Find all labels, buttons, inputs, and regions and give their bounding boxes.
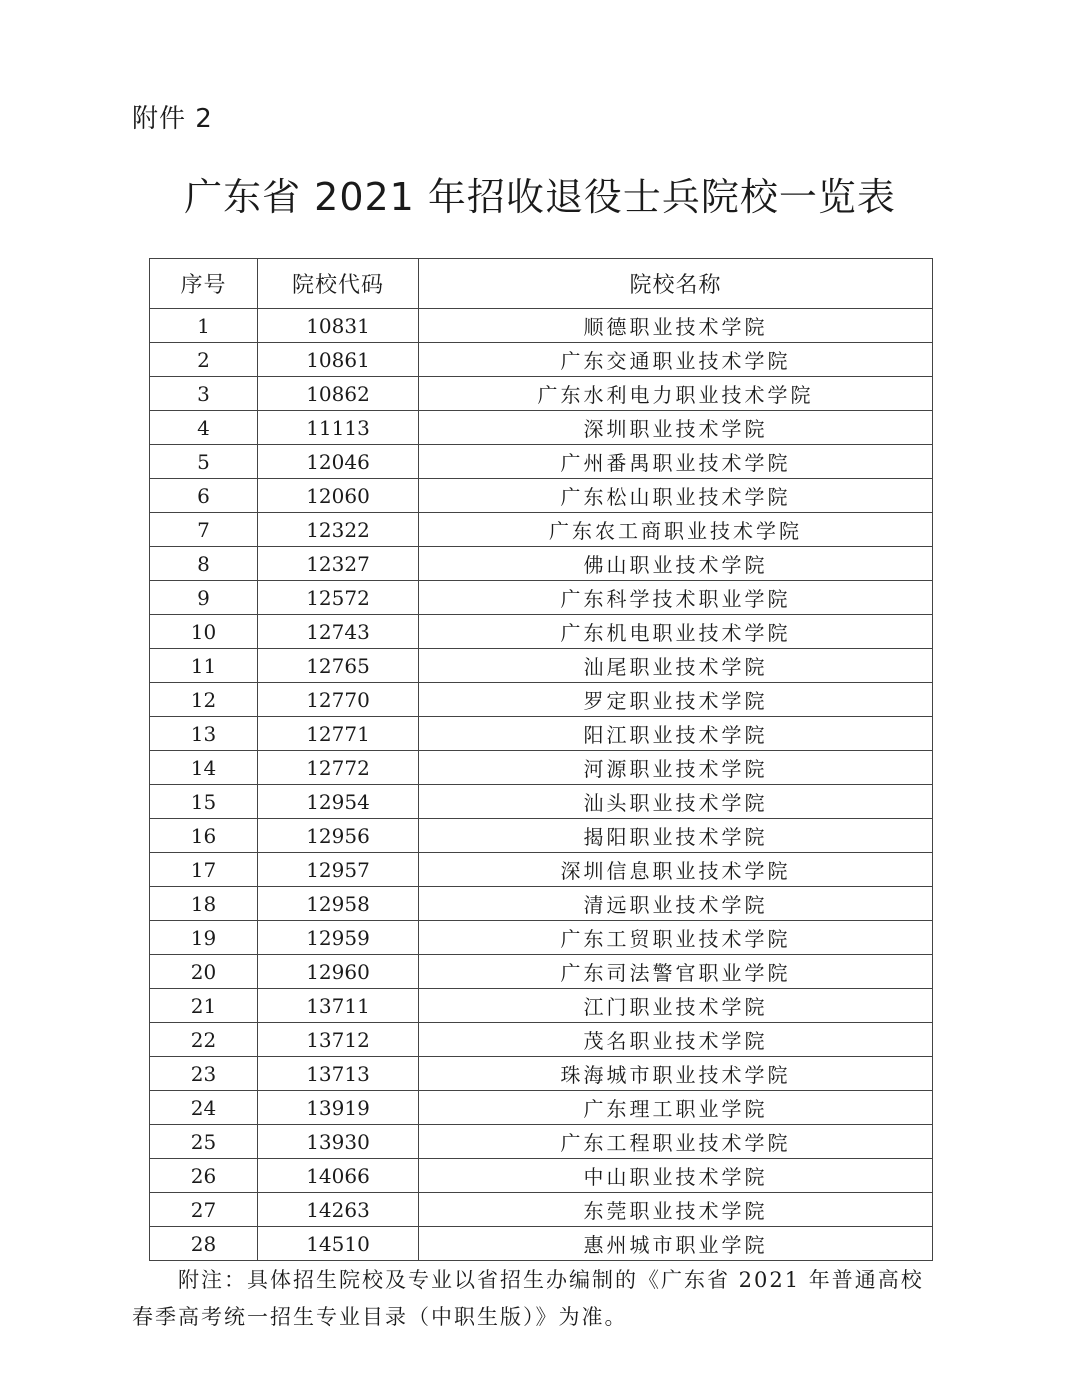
row-code: 12327 <box>258 547 419 581</box>
row-code: 12956 <box>258 819 419 853</box>
table-row <box>150 309 933 343</box>
row-name: 惠州城市职业学院 <box>419 1227 933 1261</box>
table-row <box>150 853 933 887</box>
row-index: 8 <box>150 547 258 581</box>
row-index: 17 <box>150 853 258 887</box>
row-index: 7 <box>150 513 258 547</box>
header-name: 院校名称 <box>419 259 933 309</box>
row-index: 12 <box>150 683 258 717</box>
row-code: 12770 <box>258 683 419 717</box>
header-code: 院校代码 <box>258 259 419 309</box>
row-name: 广州番禺职业技术学院 <box>419 445 933 479</box>
table-row <box>150 921 933 955</box>
table-row <box>150 717 933 751</box>
row-name: 广东松山职业技术学院 <box>419 479 933 513</box>
table-row <box>150 445 933 479</box>
table-row <box>150 411 933 445</box>
table-row <box>150 751 933 785</box>
row-name: 佛山职业技术学院 <box>419 547 933 581</box>
row-name: 广东农工商职业技术学院 <box>419 513 933 547</box>
row-index: 26 <box>150 1159 258 1193</box>
table-row <box>150 1159 933 1193</box>
row-index: 6 <box>150 479 258 513</box>
row-code: 10861 <box>258 343 419 377</box>
row-index: 3 <box>150 377 258 411</box>
row-code: 11113 <box>258 411 419 445</box>
row-name: 广东司法警官职业学院 <box>419 955 933 989</box>
row-index: 16 <box>150 819 258 853</box>
table-row <box>150 547 933 581</box>
row-code: 12957 <box>258 853 419 887</box>
row-name: 汕尾职业技术学院 <box>419 649 933 683</box>
row-index: 1 <box>150 309 258 343</box>
row-index: 13 <box>150 717 258 751</box>
row-name: 广东水利电力职业技术学院 <box>419 377 933 411</box>
row-index: 25 <box>150 1125 258 1159</box>
row-code: 10831 <box>258 309 419 343</box>
row-code: 10862 <box>258 377 419 411</box>
row-code: 13711 <box>258 989 419 1023</box>
row-name: 广东工贸职业技术学院 <box>419 921 933 955</box>
row-index: 2 <box>150 343 258 377</box>
row-code: 13930 <box>258 1125 419 1159</box>
row-code: 12771 <box>258 717 419 751</box>
row-index: 11 <box>150 649 258 683</box>
row-index: 20 <box>150 955 258 989</box>
row-code: 12772 <box>258 751 419 785</box>
table-row <box>150 819 933 853</box>
table-row <box>150 989 933 1023</box>
table-row <box>150 683 933 717</box>
row-index: 19 <box>150 921 258 955</box>
table-row <box>150 1125 933 1159</box>
row-name: 广东交通职业技术学院 <box>419 343 933 377</box>
row-name: 广东科学技术职业学院 <box>419 581 933 615</box>
row-index: 27 <box>150 1193 258 1227</box>
row-name: 揭阳职业技术学院 <box>419 819 933 853</box>
table-row <box>150 1057 933 1091</box>
row-index: 21 <box>150 989 258 1023</box>
row-index: 23 <box>150 1057 258 1091</box>
row-code: 12322 <box>258 513 419 547</box>
row-name: 汕头职业技术学院 <box>419 785 933 819</box>
row-code: 12959 <box>258 921 419 955</box>
table-row <box>150 887 933 921</box>
row-name: 顺德职业技术学院 <box>419 309 933 343</box>
row-code: 14263 <box>258 1193 419 1227</box>
table-row <box>150 649 933 683</box>
table-row <box>150 1227 933 1261</box>
table-row <box>150 1023 933 1057</box>
row-code: 12046 <box>258 445 419 479</box>
row-name: 中山职业技术学院 <box>419 1159 933 1193</box>
row-name: 江门职业技术学院 <box>419 989 933 1023</box>
table-row <box>150 1193 933 1227</box>
row-index: 10 <box>150 615 258 649</box>
table-row <box>150 377 933 411</box>
row-index: 15 <box>150 785 258 819</box>
row-index: 14 <box>150 751 258 785</box>
row-name: 阳江职业技术学院 <box>419 717 933 751</box>
row-name: 河源职业技术学院 <box>419 751 933 785</box>
row-index: 5 <box>150 445 258 479</box>
table-row <box>150 785 933 819</box>
row-code: 14510 <box>258 1227 419 1261</box>
page-title: 广东省 2021 年招收退役士兵院校一览表 <box>184 175 896 219</box>
row-name: 深圳信息职业技术学院 <box>419 853 933 887</box>
row-index: 18 <box>150 887 258 921</box>
row-name: 广东机电职业技术学院 <box>419 615 933 649</box>
row-index: 4 <box>150 411 258 445</box>
row-name: 深圳职业技术学院 <box>419 411 933 445</box>
row-code: 12765 <box>258 649 419 683</box>
table-header-row <box>150 259 933 309</box>
table-row <box>150 343 933 377</box>
row-name: 清远职业技术学院 <box>419 887 933 921</box>
row-name: 广东理工职业学院 <box>419 1091 933 1125</box>
table-row <box>150 581 933 615</box>
row-name: 茂名职业技术学院 <box>419 1023 933 1057</box>
footnote: 附注：具体招生院校及专业以省招生办编制的《广东省 2021 年普通高校春季高考统一招生专业目录（中职生版）》为准。 <box>132 1268 924 1329</box>
table-body <box>150 309 933 1261</box>
table-row <box>150 513 933 547</box>
row-code: 14066 <box>258 1159 419 1193</box>
table-row <box>150 479 933 513</box>
row-code: 12743 <box>258 615 419 649</box>
row-name: 广东工程职业技术学院 <box>419 1125 933 1159</box>
row-code: 12572 <box>258 581 419 615</box>
table-row <box>150 955 933 989</box>
row-name: 东莞职业技术学院 <box>419 1193 933 1227</box>
row-index: 9 <box>150 581 258 615</box>
row-code: 12960 <box>258 955 419 989</box>
row-name: 罗定职业技术学院 <box>419 683 933 717</box>
row-code: 12060 <box>258 479 419 513</box>
row-code: 13713 <box>258 1057 419 1091</box>
header-index: 序号 <box>150 259 258 309</box>
table-row <box>150 1091 933 1125</box>
row-name: 珠海城市职业技术学院 <box>419 1057 933 1091</box>
row-code: 13919 <box>258 1091 419 1125</box>
row-code: 12954 <box>258 785 419 819</box>
row-index: 24 <box>150 1091 258 1125</box>
row-code: 13712 <box>258 1023 419 1057</box>
row-code: 12958 <box>258 887 419 921</box>
row-index: 28 <box>150 1227 258 1261</box>
row-index: 22 <box>150 1023 258 1057</box>
attachment-label: 附件 2 <box>132 104 213 134</box>
institutions-table <box>149 258 933 1261</box>
table-row <box>150 615 933 649</box>
